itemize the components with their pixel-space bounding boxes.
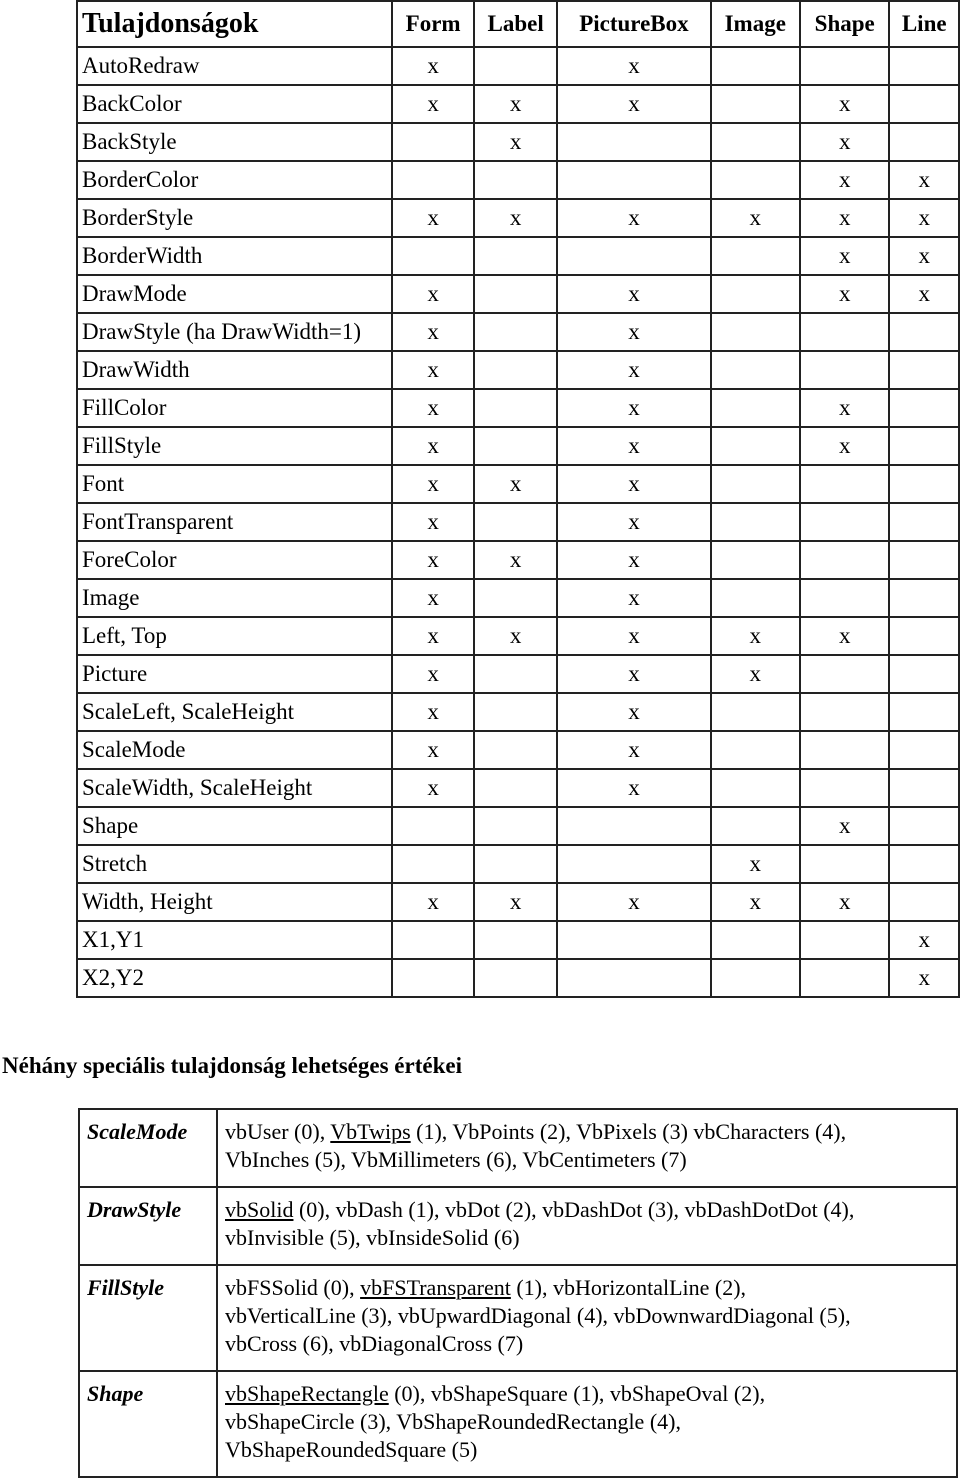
support-mark — [557, 237, 710, 275]
support-mark: x — [711, 655, 800, 693]
support-mark — [800, 693, 889, 731]
support-mark: x — [889, 237, 959, 275]
support-mark: x — [392, 579, 474, 617]
property-name: Stretch — [77, 845, 392, 883]
value-line — [225, 1302, 950, 1330]
table-row — [77, 807, 959, 845]
table-row — [77, 845, 959, 883]
value-line — [225, 1330, 950, 1358]
value-line — [225, 1380, 950, 1408]
support-mark: x — [800, 237, 889, 275]
support-mark — [889, 313, 959, 351]
value-text: VbInches (5), VbMillimeters (6), VbCentimeters (7) — [225, 1147, 687, 1172]
support-mark: x — [557, 85, 710, 123]
value-line — [225, 1196, 950, 1224]
table-row — [79, 1265, 957, 1371]
support-mark — [474, 313, 557, 351]
table-row — [79, 1371, 957, 1477]
support-mark — [711, 313, 800, 351]
support-mark — [711, 47, 800, 85]
support-mark: x — [392, 389, 474, 427]
support-mark — [711, 85, 800, 123]
support-mark: x — [392, 883, 474, 921]
support-mark — [711, 959, 800, 997]
support-mark — [711, 275, 800, 313]
property-name: BackStyle — [77, 123, 392, 161]
support-mark: x — [392, 693, 474, 731]
column-header: Line — [889, 1, 959, 47]
support-mark — [392, 161, 474, 199]
support-mark — [889, 883, 959, 921]
table-row — [77, 237, 959, 275]
support-mark — [474, 769, 557, 807]
support-mark — [800, 921, 889, 959]
support-mark — [392, 237, 474, 275]
properties-table-body — [77, 47, 959, 997]
support-mark — [557, 161, 710, 199]
property-name: ScaleMode — [77, 731, 392, 769]
support-mark: x — [392, 427, 474, 465]
value-line — [225, 1118, 950, 1146]
support-mark — [711, 693, 800, 731]
property-name: Shape — [77, 807, 392, 845]
property-name: Image — [77, 579, 392, 617]
support-mark: x — [800, 389, 889, 427]
support-mark — [474, 921, 557, 959]
column-header: Shape — [800, 1, 889, 47]
support-mark: x — [711, 617, 800, 655]
support-mark — [557, 921, 710, 959]
property-name: ForeColor — [77, 541, 392, 579]
support-mark — [711, 541, 800, 579]
table-row — [77, 617, 959, 655]
support-mark — [800, 465, 889, 503]
support-mark: x — [557, 883, 710, 921]
support-mark — [711, 427, 800, 465]
value-text: vbInvisible (5), vbInsideSolid (6) — [225, 1225, 520, 1250]
property-values — [217, 1109, 957, 1187]
support-mark: x — [392, 465, 474, 503]
property-name: BorderColor — [77, 161, 392, 199]
support-mark — [392, 123, 474, 161]
support-mark: x — [392, 769, 474, 807]
value-line — [225, 1436, 950, 1464]
table-row — [77, 655, 959, 693]
value-line — [225, 1224, 950, 1252]
support-mark: x — [557, 503, 710, 541]
support-mark — [474, 693, 557, 731]
table-row — [77, 199, 959, 237]
support-mark — [711, 237, 800, 275]
support-mark: x — [800, 427, 889, 465]
column-header: PictureBox — [557, 1, 710, 47]
support-mark — [889, 503, 959, 541]
property-name: BackColor — [77, 85, 392, 123]
support-mark: x — [800, 85, 889, 123]
support-mark — [800, 845, 889, 883]
support-mark: x — [474, 123, 557, 161]
support-mark — [889, 769, 959, 807]
support-mark — [711, 921, 800, 959]
support-mark — [711, 579, 800, 617]
support-mark — [889, 427, 959, 465]
section-heading: Néhány speciális tulajdonság lehetséges értékei — [2, 1053, 462, 1078]
property-values — [217, 1265, 957, 1371]
column-header: Image — [711, 1, 800, 47]
special-values-body — [79, 1109, 957, 1477]
property-name: Left, Top — [77, 617, 392, 655]
support-mark — [711, 123, 800, 161]
support-mark — [800, 47, 889, 85]
support-mark: x — [392, 351, 474, 389]
support-mark — [800, 313, 889, 351]
support-mark — [474, 275, 557, 313]
support-mark: x — [889, 161, 959, 199]
value-line — [225, 1408, 950, 1436]
support-mark: x — [711, 199, 800, 237]
property-name: ScaleMode — [79, 1109, 217, 1187]
support-mark — [711, 503, 800, 541]
support-mark — [889, 845, 959, 883]
value-text: vbCross (6), vbDiagonalCross (7) — [225, 1331, 524, 1356]
support-mark: x — [557, 579, 710, 617]
support-mark — [711, 769, 800, 807]
support-mark: x — [800, 161, 889, 199]
support-mark: x — [800, 275, 889, 313]
table-row — [77, 85, 959, 123]
table-row — [77, 161, 959, 199]
support-mark: x — [557, 465, 710, 503]
table-row — [77, 959, 959, 997]
support-mark: x — [557, 617, 710, 655]
support-mark — [889, 807, 959, 845]
support-mark — [474, 389, 557, 427]
support-mark: x — [474, 85, 557, 123]
value-text: (1), VbPoints (2), VbPixels (3) vbCharacters (4), — [410, 1119, 847, 1144]
property-name: FillStyle — [77, 427, 392, 465]
support-mark: x — [557, 655, 710, 693]
property-name: X1,Y1 — [77, 921, 392, 959]
value-text: (0), vbShapeSquare (1), vbShapeOval (2), — [388, 1381, 766, 1406]
support-mark: x — [800, 617, 889, 655]
support-mark: x — [889, 921, 959, 959]
support-mark: x — [557, 541, 710, 579]
properties-header-row — [77, 1, 959, 47]
support-mark: x — [889, 199, 959, 237]
table-row — [77, 275, 959, 313]
support-mark — [889, 47, 959, 85]
property-name: AutoRedraw — [77, 47, 392, 85]
table-row — [77, 351, 959, 389]
support-mark: x — [800, 199, 889, 237]
support-mark: x — [557, 199, 710, 237]
support-mark — [557, 123, 710, 161]
property-name: DrawStyle — [79, 1187, 217, 1265]
underlined-constant: vbSolid — [225, 1197, 294, 1222]
support-mark: x — [392, 199, 474, 237]
support-mark — [557, 959, 710, 997]
support-mark — [392, 921, 474, 959]
value-text: (1), vbHorizontalLine (2), — [510, 1275, 747, 1300]
property-values — [217, 1187, 957, 1265]
special-values-table — [78, 1108, 958, 1478]
support-mark: x — [557, 693, 710, 731]
support-mark — [889, 655, 959, 693]
support-mark — [557, 807, 710, 845]
support-mark — [474, 161, 557, 199]
support-mark — [474, 807, 557, 845]
support-mark — [889, 617, 959, 655]
support-mark: x — [557, 275, 710, 313]
table-row — [77, 389, 959, 427]
property-name: Shape — [79, 1371, 217, 1477]
support-mark — [474, 47, 557, 85]
table-row — [77, 579, 959, 617]
property-name: X2,Y2 — [77, 959, 392, 997]
value-text: vbFSSolid (0), — [225, 1275, 361, 1300]
support-mark — [474, 427, 557, 465]
table-row — [77, 541, 959, 579]
support-mark — [711, 731, 800, 769]
table-row — [77, 47, 959, 85]
support-mark — [474, 731, 557, 769]
properties-table — [76, 0, 960, 998]
value-text: (0), vbDash (1), vbDot (2), vbDashDot (3), vbDashDotDot (4), — [293, 1197, 855, 1222]
support-mark — [800, 541, 889, 579]
support-mark — [711, 465, 800, 503]
support-mark — [889, 693, 959, 731]
support-mark: x — [392, 617, 474, 655]
support-mark: x — [800, 883, 889, 921]
properties-corner-header: Tulajdonságok — [77, 1, 392, 47]
support-mark — [800, 503, 889, 541]
support-mark: x — [474, 883, 557, 921]
support-mark: x — [392, 275, 474, 313]
property-name: FillStyle — [79, 1265, 217, 1371]
support-mark: x — [392, 731, 474, 769]
support-mark — [889, 731, 959, 769]
support-mark — [474, 351, 557, 389]
column-header: Label — [474, 1, 557, 47]
underlined-constant: vbShapeRectangle — [225, 1381, 389, 1406]
table-row — [77, 313, 959, 351]
table-row — [77, 883, 959, 921]
support-mark: x — [557, 389, 710, 427]
support-mark — [474, 503, 557, 541]
table-row — [77, 921, 959, 959]
support-mark — [474, 579, 557, 617]
property-name: BorderStyle — [77, 199, 392, 237]
support-mark: x — [392, 85, 474, 123]
support-mark: x — [889, 959, 959, 997]
support-mark: x — [889, 275, 959, 313]
support-mark: x — [474, 617, 557, 655]
support-mark — [889, 123, 959, 161]
underlined-constant: VbTwips — [330, 1119, 411, 1144]
value-text: vbUser (0), — [225, 1119, 331, 1144]
table-row — [79, 1109, 957, 1187]
support-mark: x — [557, 769, 710, 807]
support-mark: x — [392, 47, 474, 85]
property-name: DrawStyle (ha DrawWidth=1) — [77, 313, 392, 351]
support-mark — [800, 731, 889, 769]
value-line — [225, 1274, 950, 1302]
support-mark: x — [392, 655, 474, 693]
table-row — [77, 693, 959, 731]
table-row — [77, 769, 959, 807]
support-mark — [474, 237, 557, 275]
support-mark — [889, 541, 959, 579]
support-mark: x — [557, 731, 710, 769]
support-mark — [889, 465, 959, 503]
support-mark: x — [557, 313, 710, 351]
support-mark — [711, 351, 800, 389]
property-name: FontTransparent — [77, 503, 392, 541]
support-mark — [392, 845, 474, 883]
support-mark: x — [474, 465, 557, 503]
support-mark — [557, 845, 710, 883]
support-mark: x — [474, 541, 557, 579]
property-values — [217, 1371, 957, 1477]
support-mark: x — [711, 845, 800, 883]
support-mark: x — [392, 503, 474, 541]
support-mark — [800, 579, 889, 617]
property-name: DrawWidth — [77, 351, 392, 389]
table-row — [77, 123, 959, 161]
property-name: ScaleLeft, ScaleHeight — [77, 693, 392, 731]
support-mark — [711, 807, 800, 845]
underlined-constant: vbFSTransparent — [360, 1275, 511, 1300]
support-mark — [474, 655, 557, 693]
value-text: VbShapeRoundedSquare (5) — [225, 1437, 478, 1462]
property-name: ScaleWidth, ScaleHeight — [77, 769, 392, 807]
support-mark — [711, 161, 800, 199]
property-name: BorderWidth — [77, 237, 392, 275]
support-mark — [800, 655, 889, 693]
property-name: FillColor — [77, 389, 392, 427]
support-mark: x — [392, 313, 474, 351]
table-row — [77, 731, 959, 769]
support-mark — [889, 389, 959, 427]
value-line — [225, 1146, 950, 1174]
support-mark — [800, 351, 889, 389]
support-mark: x — [557, 351, 710, 389]
support-mark — [392, 959, 474, 997]
property-name: Font — [77, 465, 392, 503]
support-mark: x — [474, 199, 557, 237]
support-mark: x — [557, 47, 710, 85]
support-mark — [711, 389, 800, 427]
support-mark — [800, 769, 889, 807]
support-mark — [392, 807, 474, 845]
table-row — [77, 465, 959, 503]
table-row — [77, 503, 959, 541]
value-text: vbShapeCircle (3), VbShapeRoundedRectangle (4), — [225, 1409, 681, 1434]
support-mark — [889, 579, 959, 617]
column-header: Form — [392, 1, 474, 47]
support-mark: x — [800, 123, 889, 161]
property-name: Width, Height — [77, 883, 392, 921]
support-mark — [474, 959, 557, 997]
support-mark: x — [557, 427, 710, 465]
property-name: Picture — [77, 655, 392, 693]
value-text: vbVerticalLine (3), vbUpwardDiagonal (4), vbDownwardDiagonal (5), — [225, 1303, 851, 1328]
support-mark: x — [392, 541, 474, 579]
property-name: DrawMode — [77, 275, 392, 313]
support-mark: x — [711, 883, 800, 921]
support-mark — [800, 959, 889, 997]
table-row — [77, 427, 959, 465]
table-row — [79, 1187, 957, 1265]
support-mark — [889, 85, 959, 123]
support-mark — [889, 351, 959, 389]
support-mark: x — [800, 807, 889, 845]
support-mark — [474, 845, 557, 883]
